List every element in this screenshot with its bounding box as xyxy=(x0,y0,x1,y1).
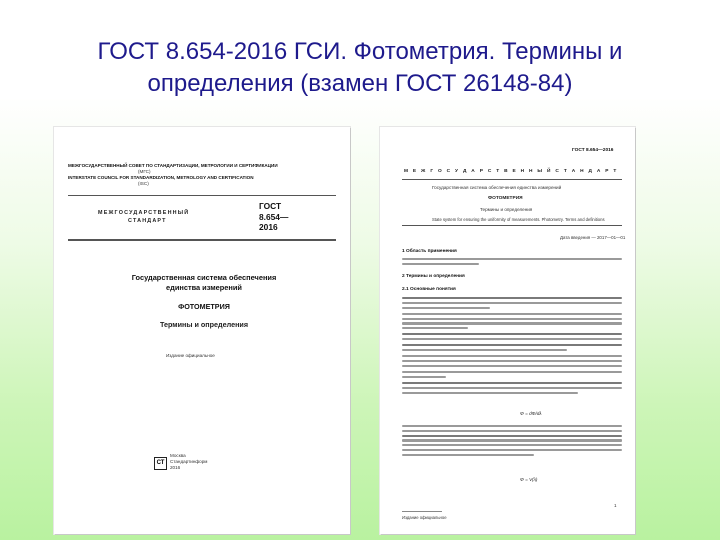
text-page-page-number: 1 xyxy=(614,503,617,508)
text-page-divider-top xyxy=(402,179,622,180)
text-page-body-block1 xyxy=(402,297,622,396)
text-page-section2-heading: 2 Термины и определения xyxy=(402,274,465,279)
text-page-english-title: State system for ensuring the uniformity of measurements. Photometry. Terms and definitions xyxy=(432,217,605,222)
cover-system-title xyxy=(84,273,324,293)
text-page-section1-heading: 1 Область применения xyxy=(402,249,457,254)
text-page-gost: ГОСТ 8.654—2016 xyxy=(572,148,614,153)
cover-divider-mid xyxy=(68,239,336,241)
cover-field-title: ФОТОМЕТРИЯ xyxy=(178,302,230,311)
cover-system-line1: Государственная система обеспечения xyxy=(131,273,277,282)
standartinform-logo-icon: СТ xyxy=(154,457,167,470)
slide-title-line1: ГОСТ 8.654-2016 ГСИ. Фотометрия. Термины и xyxy=(97,38,623,65)
cover-standard-type-line2: СТАНДАРТ xyxy=(128,218,167,224)
cover-org-block xyxy=(68,163,298,187)
cover-divider-top xyxy=(68,195,336,196)
cover-gost-code xyxy=(259,201,288,233)
text-page-standard-type: М Е Ж Г О С У Д А Р С Т В Е Н Н Ы Й С Т А Н Д А Р Т xyxy=(404,169,619,174)
text-page-image xyxy=(380,127,635,534)
cover-publisher-line1: Москва xyxy=(170,453,186,458)
text-page-section21-heading: 2.1 Основные понятия xyxy=(402,287,456,292)
cover-page-image xyxy=(54,127,350,534)
text-page-body-block2 xyxy=(402,425,622,458)
cover-standard-type-line1: МЕЖГОСУДАРСТВЕННЫЙ xyxy=(98,210,190,216)
cover-publisher-line2: Стандартинформ xyxy=(170,459,208,464)
cover-publisher xyxy=(170,453,207,471)
text-page-field: ФОТОМЕТРИЯ xyxy=(488,196,523,201)
cover-org-line1: МЕЖГОСУДАРСТВЕННЫЙ СОВЕТ ПО СТАНДАРТИЗАЦИИ, МЕТРОЛОГИИ И СЕРТИФИКАЦИИ xyxy=(68,163,278,168)
text-page-section1-body xyxy=(402,258,622,268)
text-page-subtitle: Термины и определения xyxy=(480,207,533,212)
cover-system-line2: единства измерений xyxy=(166,283,242,292)
cover-edition: Издание официальное xyxy=(166,353,215,358)
slide-title xyxy=(40,36,680,100)
slide-title-line2: определения (взамен ГОСТ 26148-84) xyxy=(147,70,573,97)
cover-publisher-line3: 2016 xyxy=(170,465,181,470)
cover-org-line4: (ISC) xyxy=(138,181,149,186)
cover-gost-line1: ГОСТ xyxy=(259,201,282,211)
text-page-footnote-rule xyxy=(402,511,442,512)
text-page-formula1: Φ = dΦ/dλ xyxy=(520,411,542,416)
cover-gost-line2: 8.654— xyxy=(259,211,289,222)
text-page-divider-mid xyxy=(402,225,622,226)
cover-standard-type xyxy=(98,209,189,225)
cover-org-line2: (МГС) xyxy=(138,169,151,174)
cover-gost-line3: 2016 xyxy=(259,222,278,232)
cover-subtitle: Термины и определения xyxy=(159,320,249,329)
text-page-date: Дата введения — 2017—01—01 xyxy=(560,235,626,240)
text-page-system: Государственная система обеспечения единства измерений xyxy=(432,185,562,190)
cover-org-line3: INTERSTATE COUNCIL FOR STANDARDIZATION, METROLOGY AND CERTIFICATION xyxy=(68,175,254,180)
text-page-formula2: Φ = V(λ) xyxy=(520,477,538,482)
text-page-footnote: Издание официальное xyxy=(402,515,447,520)
